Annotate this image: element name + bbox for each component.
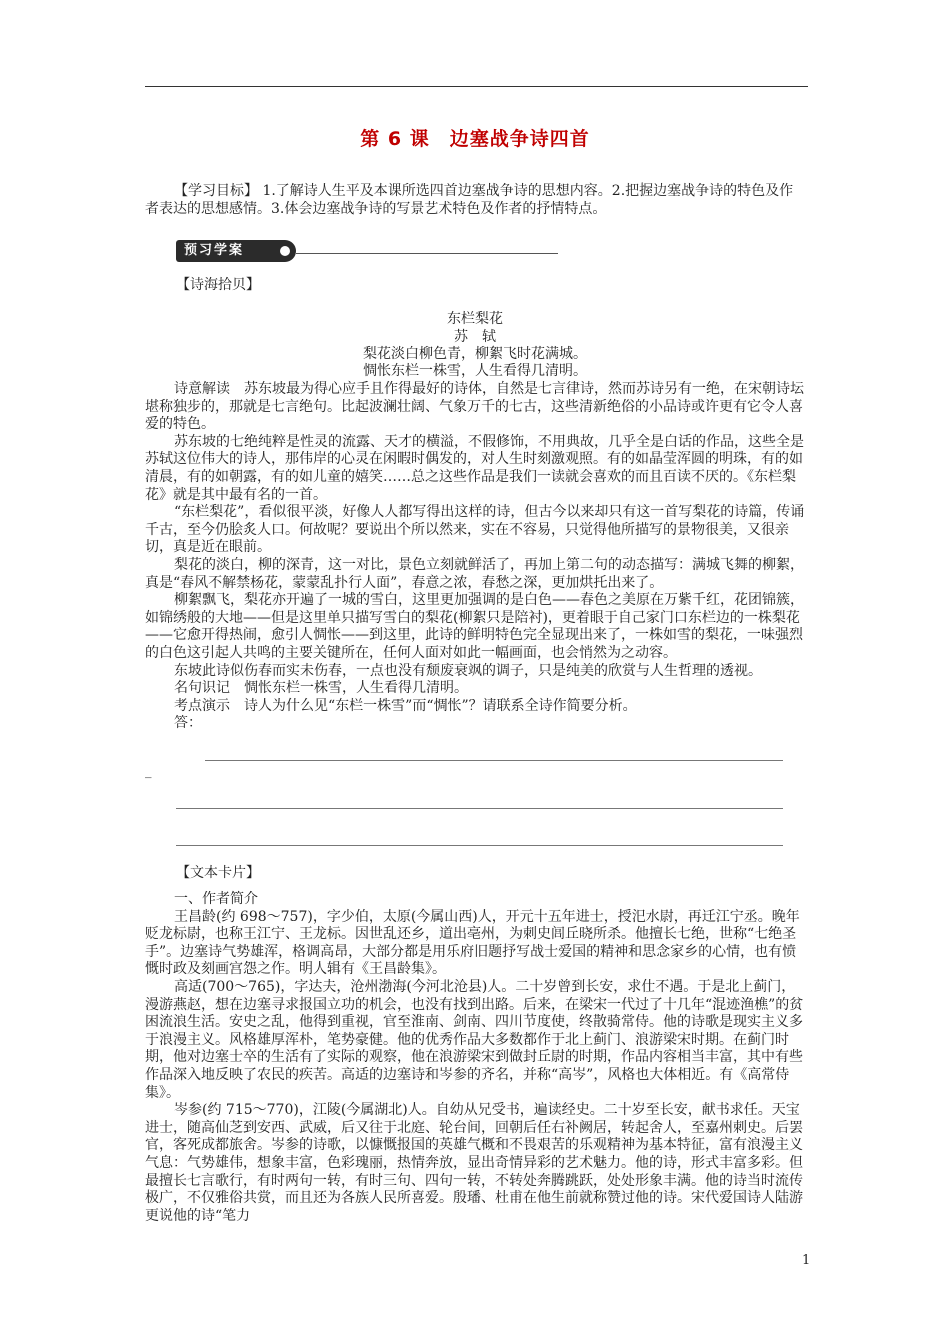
stray-mark: _ xyxy=(145,764,152,779)
author-bio: 王昌龄(约 698～757)，字少伯，太原(今属山西)人，开元十五年进士，授汜水尉，再迁江宁丞。晚年贬龙标尉，也称王江宁、王龙标。因世乱还乡，道出亳州，为刺史闾丘晓所杀。他擅长七绝，世称“七绝圣手”。边塞诗气势雄浑，格调高昂，大部分都是用乐府旧题抒写战士爱国的精神和思念家乡的心情，也有愤慨时政及刻画宫怨之作。明人辑有《王昌龄集》。 xyxy=(145,908,800,978)
famous-line: 名句识记 惆怅东栏一株雪，人生看得几清明。 xyxy=(174,680,468,697)
author-bio: 高适(700～765)，字达夫，沧州渤海(今河北沧县)人。二十岁曾到长安，求仕不遇。于是北上蓟门，漫游燕赵，想在边塞寻求报国立功的机会，也没有找到出路。后来，在梁宋一代过了十几年“混迹渔樵”的贫困流浪生活。安史之乱，他得到重视，官至淮南、剑南、四川节度使，终散骑常侍。他的诗歌是现实主义多于浪漫主义。风格雄厚浑朴，笔势豪健。他的优秀作品大多数都作于北上蓟门、浪游梁宋时期。在蓟门时期，他对边塞士卒的生活有了实际的观察，他在浪游梁宋到做封丘尉的时期，作品内容相当丰富，其中有些作品深入地反映了农民的疾苦。高适的边塞诗和岑参的齐名，并称“高岑”，风格也大体相近。有《高常侍集》。 xyxy=(145,978,804,1101)
learning-goals: 【学习目标】 1.了解诗人生平及本课所选四首边塞战争诗的思想内容。2.把握边塞战争诗的特色及作者表达的思想感情。3.体会边塞战争诗的写景艺术特色及作者的抒情特点。 xyxy=(145,183,794,217)
poem-line-2: 惆怅东栏一株雪，人生看得几清明。 xyxy=(363,363,587,379)
lesson-name: 边塞战争诗四首 xyxy=(449,128,590,150)
paragraph: 诗意解读 苏东坡最为得心应手且作得最好的诗体，自然是七言律诗，然而苏诗另有一绝，在宋朝诗坛堪称独步的，那就是七言绝句。比起波澜壮阔、气象万千的七古，这些清新绝俗的小品诗或许更有它令人喜爱的特色。 xyxy=(145,381,804,433)
paragraph: 苏东坡的七绝纯粹是性灵的流露、天才的横溢，不假修饰，不用典故，几乎全是白话的作品，这些全是苏轼这位伟大的诗人，那伟岸的心灵在闲暇时偶发的，对人生时刻激观照。有的如晶莹浑圆的明珠，有的如清晨，有的如朝露，有的如儿童的嬉笑……总之这些作品是我们一读就会喜欢的而且百读不厌的。《东栏梨花》就是其中最有名的一首。 xyxy=(145,433,804,503)
answer-line xyxy=(176,845,783,846)
page-title xyxy=(0,124,950,151)
author-bio: 岑参(约 715～770)，江陵(今属湖北)人。自幼从兄受书，遍读经史。二十岁至长安，献书求任。天宝进士，随高仙芝到安西、武威，后又往于北庭、轮台间，回朝后任右补阙居，转起舍人，至嘉州刺史。后罢官，客死成都旅舍。岑参的诗歌，以慷慨报国的英雄气概和不畏艰苦的乐观精神为基本特征，富有浪漫主义气息：气势雄伟，想象丰富，色彩瑰丽，热情奔放，显出奇情异彩的艺术魅力。他的诗，形式丰富多彩。但最擅长七言歌行，有时两句一转，有时三句、四句一转，不转处奔腾跳跃，处处形象丰满。他的诗当时流传极广，不仅雅俗共赏，而且还为各族人民所喜爱。殷璠、杜甫在他生前就称赞过他的诗。宋代爱国诗人陆游更说他的诗“笔力 xyxy=(145,1102,803,1224)
section-poem-heading: 【诗海拾贝】 xyxy=(176,277,260,293)
lesson-number: 第 6 课 xyxy=(360,128,430,150)
answer-line xyxy=(176,808,783,809)
paragraph: “东栏梨花”，看似很平淡，好像人人都写得出这样的诗，但古今以来却只有这一首写梨花的诗篇，传诵千古，至今仍脍炙人口。何故呢？要说出个所以然来，实在不容易，只觉得他所描写的景物很美，又很亲切，真是近在眼前。 xyxy=(145,504,805,556)
badge-rule xyxy=(296,253,558,254)
commentary xyxy=(145,381,807,733)
answer-line xyxy=(205,760,783,761)
dot-icon xyxy=(280,246,290,256)
paragraph: 东坡此诗似伤春而实未伤春，一点也没有颓废衰飒的调子，只是纯美的欣赏与人生哲理的透视。 xyxy=(174,662,762,679)
paragraph: 梨花的淡白，柳的深青，这一对比，景色立刻就鲜活了，再加上第二句的动态描写：满城飞舞的柳絮，真是“春风不解禁杨花，蒙蒙乱扑行人面”，春意之浓，春愁之深，更加烘托出来了。 xyxy=(145,556,804,591)
author-intro xyxy=(145,891,807,1225)
section-card-heading: 【文本卡片】 xyxy=(176,865,260,881)
poem-line-1: 梨花淡白柳色青，柳絮飞时花满城。 xyxy=(363,346,587,362)
header-rule xyxy=(145,86,808,87)
answer-label: 答： xyxy=(174,715,202,732)
subheading: 一、作者简介 xyxy=(174,891,258,907)
paragraph: 柳絮飘飞，梨花亦开遍了一城的雪白，这里更加强调的是白色——春色之美原在万紫千红，花团锦簇，如锦绣般的大地——但是这里单只描写雪白的梨花(柳絮只是陪衬)，更着眼于自己家门口东栏边的一株梨花——它愈开得热闹，愈引人惆怅——到这里，此诗的鲜明特色完全显现出来了，一株如雪的梨花，一味强烈的白色这引起人共鸣的主要关键所在，任何人面对如此一幅画面，也会悄然为之动容。 xyxy=(145,592,804,661)
preview-badge-label: 预习学案 xyxy=(184,243,245,258)
poem-author: 苏 轼 xyxy=(454,329,496,345)
page-number: 1 xyxy=(802,1253,811,1268)
preview-badge-row xyxy=(176,240,556,264)
preview-badge xyxy=(176,240,296,262)
exercise-question: 考点演示 诗人为什么见“东栏一株雪”而“惆怅”？请联系全诗作简要分析。 xyxy=(174,697,637,714)
poem-title: 东栏梨花 xyxy=(447,311,503,327)
